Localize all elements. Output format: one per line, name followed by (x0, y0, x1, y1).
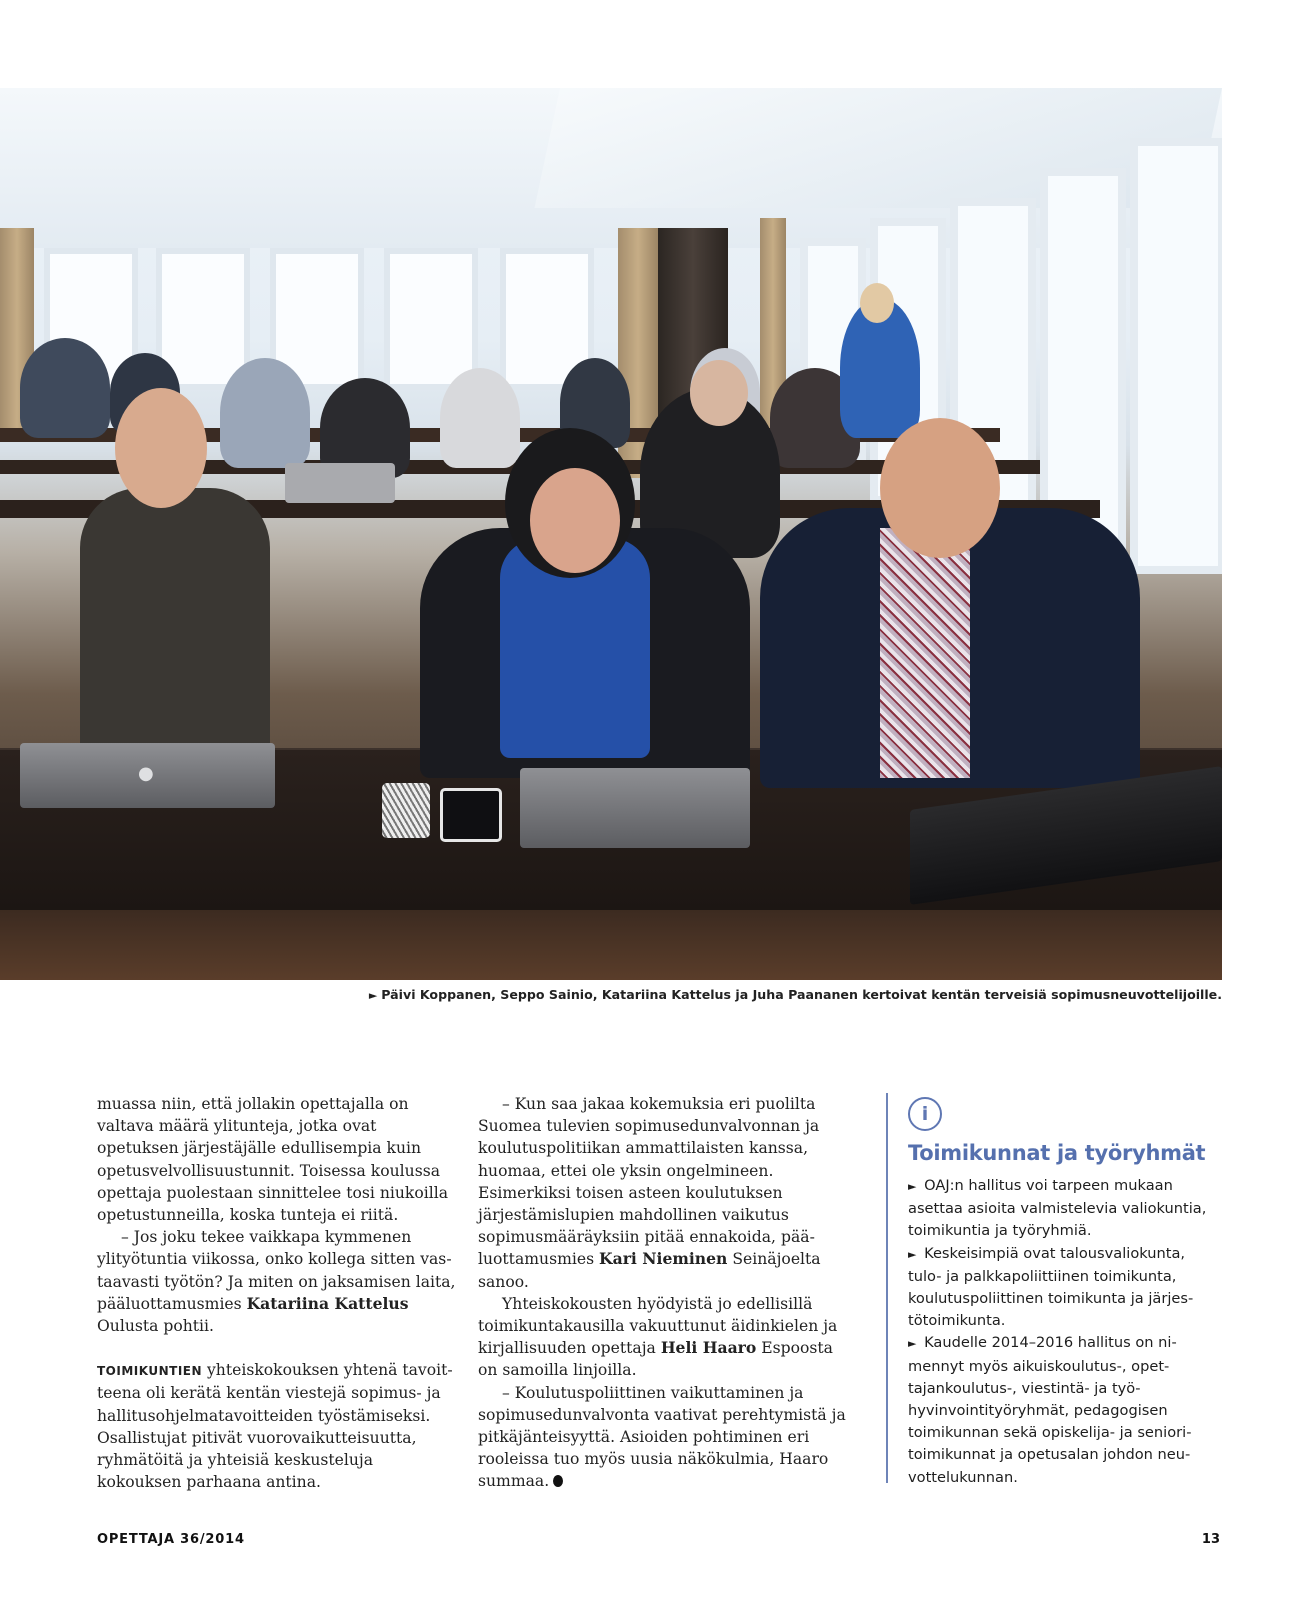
photo-head (690, 360, 748, 426)
info-box-item (908, 1332, 1216, 1488)
bullet-arrow-icon: ► (908, 1337, 917, 1351)
photo-person (20, 338, 110, 438)
text-run: – Koulutuspoliittinen vaikuttaminen ja sopimusedunvalvonta vaativat perehtymistä ja pitkäjänteisyyttä. Asioiden pohtiminen eri rooleissa tuo myös uusia näkökulmia, Haaro summaa. (478, 1383, 846, 1491)
photo-person (220, 358, 310, 468)
photo-window (1040, 168, 1126, 554)
apple-logo-icon: ● (138, 763, 154, 784)
info-box (886, 1093, 1216, 1486)
caption-arrow-icon: ► (368, 989, 378, 1002)
info-box-list (908, 1175, 1216, 1489)
info-item-text: Keskeisimpiä ovat talousvaliokunta, tulo- ja palkkapoliittiinen toimikunta, koulutuspoliittinen toimikunta ja järjestötoimikunta. (908, 1244, 1194, 1330)
paragraph-gap (97, 1337, 459, 1359)
person-name: Kari Nieminen (599, 1249, 728, 1269)
info-box-item (908, 1175, 1216, 1243)
paragraph-section (97, 1359, 459, 1493)
photo-window (384, 248, 478, 390)
text-run: Yhteiskokousten hyödyistä jo edellisillä toimikuntakausilla vakuuttunut äidinkielen ja kirjallisuuden opettaja (478, 1294, 838, 1358)
photo-person-left (80, 488, 270, 768)
photo-head (860, 283, 894, 323)
text-run: yhteiskokouksen yhtenä tavoitteena oli kerätä kentän viestejä sopimus- ja hallitusohjelmatavoitteiden työstämiseksi. Osallistujat pitivät vuorovaikutteisuutta, ryhmätöitä ja yhteisiä keskusteluja kokouksen parhaana antina. (97, 1361, 453, 1492)
person-name: Heli Haaro (660, 1338, 757, 1358)
text-run: Seinäjoelta sanoo. (478, 1250, 821, 1291)
photo-laptop (20, 743, 275, 808)
photo-head-right (880, 418, 1000, 558)
caption-text: Päivi Koppanen, Seppo Sainio, Katariina Kattelus ja Juha Paananen kertoivat kentän terveisiä sopimusneuvottelijoille. (381, 987, 1222, 1002)
section-lead-word: TOIMIKUNTIEN (97, 1364, 203, 1379)
photo-laptop (285, 463, 395, 503)
photo-person (440, 368, 520, 468)
info-icon: i (908, 1097, 942, 1131)
bullet-arrow-icon: ► (908, 1180, 917, 1193)
paragraph-quote (478, 1382, 846, 1493)
article-photo (0, 88, 1222, 980)
paragraph-quote (478, 1093, 846, 1293)
text-run: Oulusta pohtii. (97, 1317, 214, 1336)
info-item-text: Kaudelle 2014–2016 hallitus on nimennyt myös aikuiskoulutus-, opettajankoulutus-, viestintä- ja työhyvinvointityöryhmät, pedagogisen toimikunnan sekä opiskelija- ja senioritoimikunnat ja opetusalan johdon neuvottelukunnan. (908, 1334, 1192, 1486)
info-box-title: Toimikunnat ja työryhmät (908, 1141, 1206, 1165)
end-of-article-dot-icon (553, 1475, 563, 1487)
paragraph-quote (97, 1226, 459, 1337)
text-run: Espoosta on samoilla linjoilla. (478, 1339, 833, 1380)
photo-floor (0, 908, 1222, 980)
article-column-2 (478, 1093, 846, 1493)
text-run: – Kun saa jakaa kokemuksia eri puolilta Suomea tulevien sopimusedunvalvonnan ja koulutuspolitiikan ammattilaisten kanssa, huomaa, ettei ole yksin ongelmineen. Esimerkiksi toisen asteen koulutuksen järjestämislupien mahdollinen vaikutus sopimusmääräyksiin pitää ennakoida, pääluottamusmies (478, 1095, 820, 1269)
photo-caption (369, 987, 1222, 1002)
bullet-arrow-icon: ► (908, 1247, 917, 1261)
person-name: Katariina Kattelus (246, 1293, 409, 1313)
text-run: – Jos joku tekee vaikkapa kymmenen ylityötuntia viikossa, onko kollega sitten vastaavasti työtön? Ja miten on jaksamisen laita, pääluottamusmies (97, 1228, 456, 1313)
photo-head-left (115, 388, 207, 508)
page-number: 13 (1201, 1532, 1220, 1547)
info-box-item (908, 1243, 1216, 1333)
paragraph (478, 1293, 846, 1382)
photo-phone-case (382, 783, 430, 838)
photo-window (1130, 138, 1222, 574)
paragraph: muassa niin, että jollakin opettajalla on valtava määrä ylitunteja, jotka ovat opetuksen järjestäjälle edullisempia kuin opetusvelvollisuustunnit. Toisessa koulussa opettaja puolestaan sinnittelee tosi niukoilla opetustunneilla, koska tunteja ei riitä. (97, 1095, 449, 1225)
photo-checked-shirt (880, 528, 970, 778)
article-column-1 (97, 1093, 459, 1493)
publication-footer: OPETTAJA 36/2014 (97, 1532, 245, 1547)
photo-phone (440, 788, 502, 842)
photo-tablet (520, 768, 750, 848)
info-item-text: OAJ:n hallitus voi tarpeen mukaan asettaa asioita valmistelevia valiokuntia, toimikuntia ja työryhmiä. (908, 1177, 1207, 1240)
photo-face-center (530, 468, 620, 573)
